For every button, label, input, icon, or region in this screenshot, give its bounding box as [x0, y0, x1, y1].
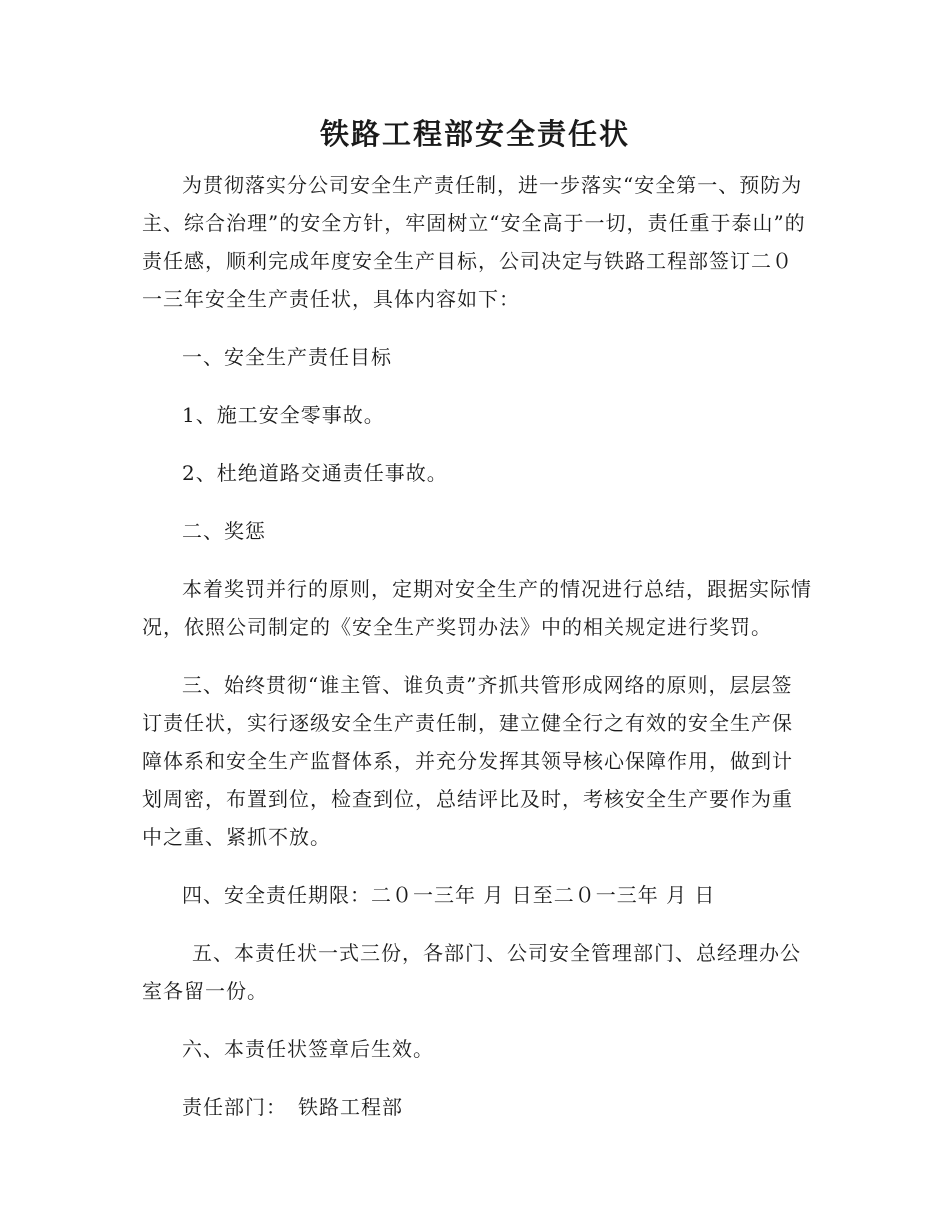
section-1-item-2: 2、杜绝道路交通责任事故。 — [182, 461, 448, 485]
document-title: 铁路工程部安全责任状 — [319, 117, 630, 151]
section-6-paragraph: 六、本责任状签章后生效。 — [182, 1037, 434, 1061]
document-body — [142, 166, 812, 1126]
section-4-paragraph: 四、安全责任期限：二０一三年 月 日至二０一三年 月 日 — [182, 883, 716, 907]
section-1-heading: 一、安全生产责任目标 — [182, 345, 392, 369]
section-5-paragraph: 五、本责任状一式三份，各部门、公司安全管理部门、总经理办公室各留一份。 — [142, 941, 801, 1003]
section-2-paragraph: 本着奖罚并行的原则，定期对安全生产的情况进行总结，跟据实际情况，依照公司制定的《安全生产奖罚办法》中的相关规定进行奖罚。 — [142, 577, 812, 639]
section-3-paragraph: 三、始终贯彻“谁主管、谁负责”齐抓共管形成网络的原则，层层签订责任状，实行逐级安全生产责任制，建立健全行之有效的安全生产保障体系和安全生产监督体系，并充分发挥其领导核心保障作用，做到计划周密，布置到位，检查到位，总结评比及时，考核安全生产要作为重中之重、紧抓不放。 — [142, 673, 793, 849]
section-1-item-1: 1、施工安全零事故。 — [182, 403, 385, 427]
section-2-heading: 二、奖惩 — [182, 519, 266, 543]
intro-paragraph: 为贯彻落实分公司安全生产责任制，进一步落实“安全第一、预防为主、综合治理”的安全方针，牢固树立“安全高于一切，责任重于泰山”的责任感，顺利完成年度安全生产目标，公司决定与铁路工程部签订二０一三年安全生产责任状，具体内容如下： — [142, 173, 806, 311]
responsible-department: 责任部门： 铁路工程部 — [182, 1095, 403, 1119]
